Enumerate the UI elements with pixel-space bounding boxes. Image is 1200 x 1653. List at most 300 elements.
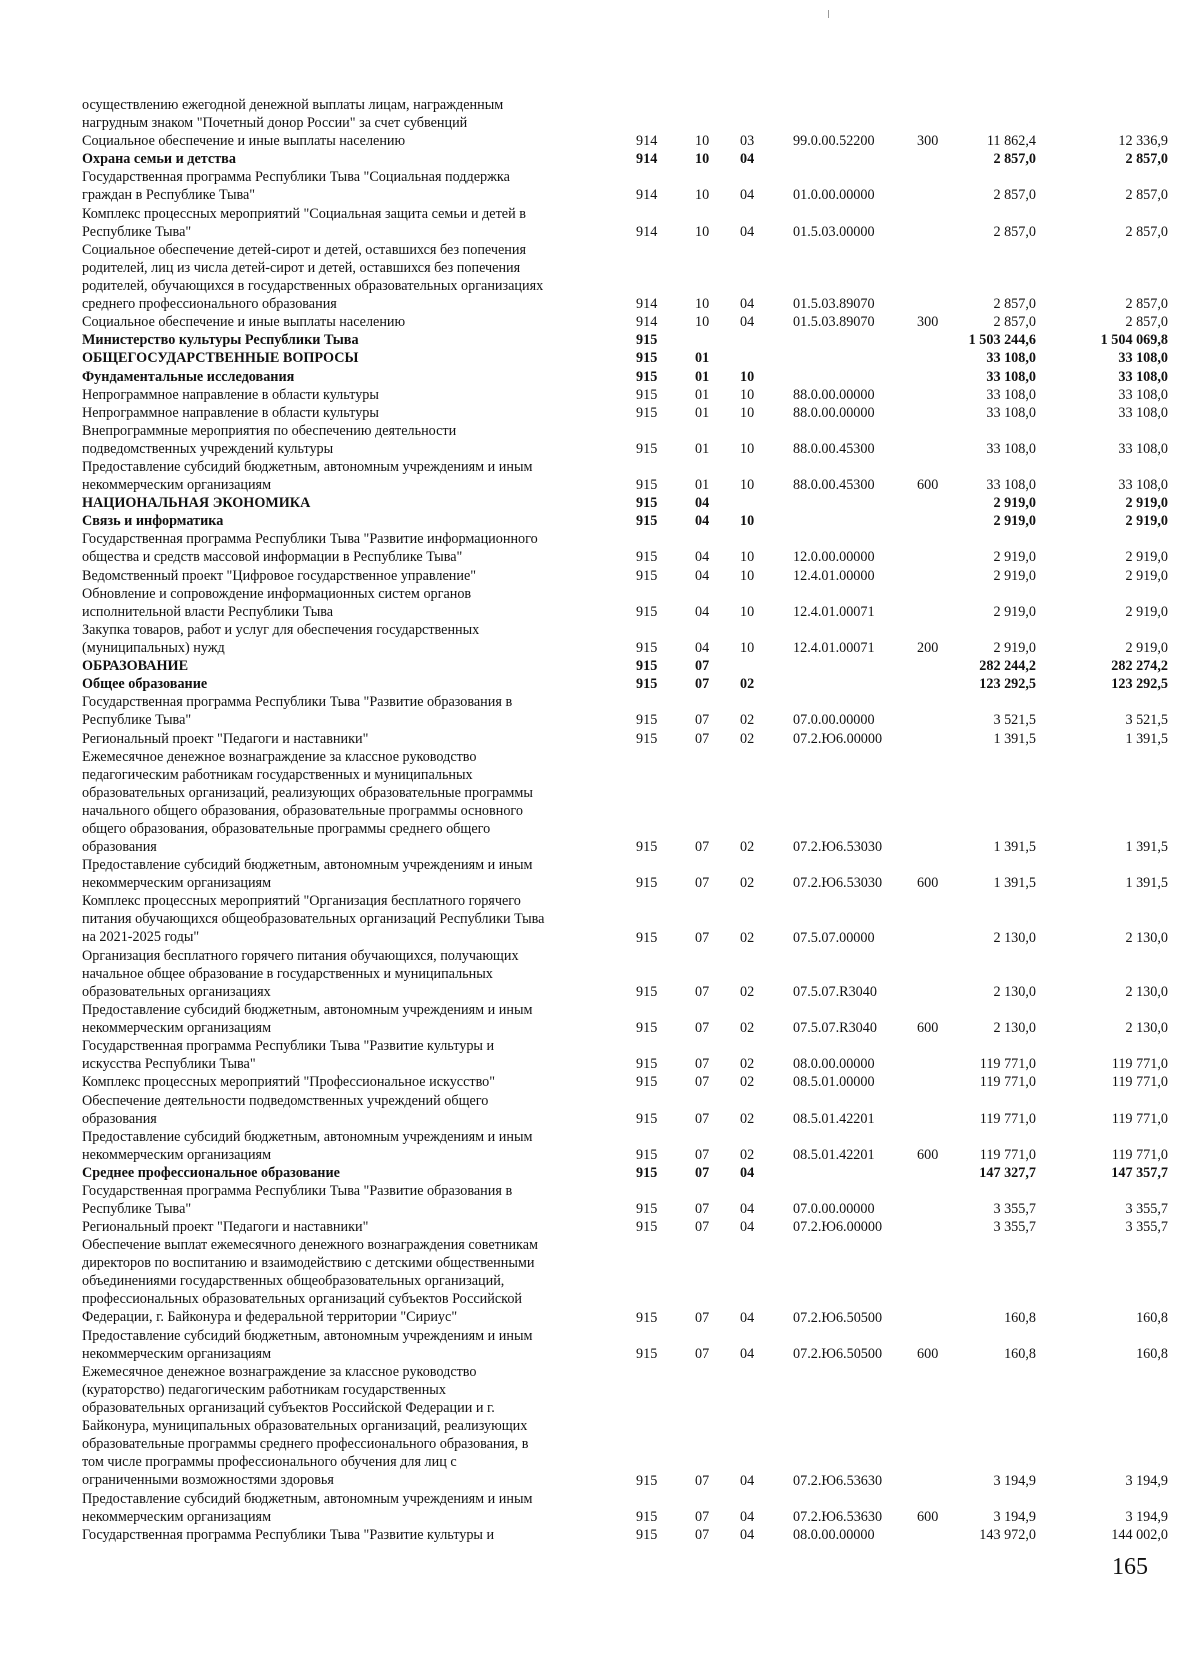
description-line: Закупка товаров, работ и услуг для обеспечения государственных: [82, 621, 480, 638]
description-line: ОБЩЕГОСУДАРСТВЕННЫЕ ВОПРОСЫ: [82, 350, 359, 367]
table-row: [0, 1001, 1200, 1037]
row-description: [82, 494, 602, 512]
amount-year-1: 119 771,0: [979, 1074, 1036, 1091]
table-row: [0, 530, 1200, 566]
table-row: [0, 621, 1200, 657]
description-line: исполнительной власти Республики Тыва: [82, 603, 334, 620]
admin-code: 915: [636, 658, 658, 675]
table-row: [0, 404, 1200, 422]
amount-year-2: 2 857,0: [1125, 187, 1168, 204]
amount-year-2: 119 771,0: [1111, 1110, 1168, 1127]
subsection-code: 02: [740, 1074, 755, 1091]
description-line: среднего профессионального образования: [82, 295, 337, 312]
section-code: 04: [695, 513, 710, 530]
row-description: [82, 585, 602, 621]
subsection-code: 10: [740, 603, 755, 620]
subsection-code: 04: [740, 1508, 755, 1525]
description-line: (кураторство) педагогическим работникам государственных: [82, 1382, 446, 1398]
row-description: [82, 512, 602, 530]
amount-year-1: 2 919,0: [993, 513, 1036, 530]
amount-year-2: 160,8: [1136, 1309, 1168, 1326]
subsection-code: 10: [740, 368, 755, 385]
description-line: Государственная программа Республики Тыва "Развитие информационного: [82, 531, 538, 548]
description-line: граждан в Республике Тыва": [82, 187, 256, 204]
target-article-code: 01.5.03.89070: [793, 314, 875, 331]
section-code: 04: [695, 639, 710, 656]
target-article-code: 88.0.00.00000: [793, 404, 875, 421]
subsection-code: 04: [740, 314, 755, 331]
section-code: 10: [695, 223, 710, 240]
description-line: некоммерческим организациям: [82, 875, 272, 892]
description-line: некоммерческим организациям: [82, 1146, 272, 1163]
table-row: [0, 349, 1200, 367]
admin-code: 915: [636, 1074, 658, 1091]
section-code: 01: [695, 440, 710, 457]
subsection-code: 10: [740, 639, 755, 656]
amount-year-2: 3 194,9: [1125, 1508, 1168, 1525]
amount-year-2: 144 002,0: [1111, 1526, 1168, 1543]
admin-code: 915: [636, 368, 658, 385]
description-line: НАЦИОНАЛЬНАЯ ЭКОНОМИКА: [82, 495, 311, 512]
description-line: образовательных организаций субъектов Российской Федерации и г.: [82, 1400, 495, 1416]
description-line: Республике Тыва": [82, 712, 192, 729]
section-code: 07: [695, 839, 710, 856]
table-row: [0, 947, 1200, 1001]
description-line: Непрограммное направление в области культуры: [82, 386, 379, 403]
table-row: [0, 313, 1200, 331]
target-article-code: 08.5.01.42201: [793, 1146, 875, 1163]
amount-year-2: 2 919,0: [1125, 549, 1168, 566]
amount-year-2: 147 357,7: [1111, 1164, 1168, 1181]
table-row: [0, 96, 1200, 150]
row-description: [82, 313, 602, 331]
subsection-code: 10: [740, 513, 755, 530]
target-article-code: 12.4.01.00000: [793, 567, 875, 584]
subsection-code: 02: [740, 1020, 755, 1037]
amount-year-1: 123 292,5: [979, 676, 1036, 693]
row-description: [82, 368, 602, 386]
description-line: родителей, обучающихся в государственных образовательных организациях: [82, 277, 544, 294]
table-row: [0, 585, 1200, 621]
row-description: [82, 422, 602, 458]
amount-year-2: 1 391,5: [1125, 730, 1168, 747]
subsection-code: 02: [740, 1056, 755, 1073]
row-description: [82, 1164, 602, 1182]
amount-year-1: 2 130,0: [993, 929, 1036, 946]
row-description: [82, 386, 602, 404]
admin-code: 915: [636, 929, 658, 946]
amount-year-1: 2 919,0: [993, 549, 1036, 566]
expense-type-code: 300: [917, 314, 939, 331]
row-description: [82, 530, 602, 566]
row-description: [82, 1327, 602, 1363]
amount-year-2: 33 108,0: [1118, 386, 1168, 403]
row-description: [82, 947, 602, 1001]
subsection-code: 10: [740, 477, 755, 494]
description-line: Ежемесячное денежное вознаграждение за классное руководство: [82, 1364, 477, 1380]
description-line: Комплекс процессных мероприятий "Профессиональное искусство": [82, 1074, 496, 1091]
target-article-code: 99.0.00.52200: [793, 133, 875, 150]
subsection-code: 02: [740, 730, 755, 747]
description-line: Министерство культуры Республики Тыва: [82, 332, 359, 349]
target-article-code: 07.0.00.00000: [793, 712, 875, 729]
description-line: питания обучающихся общеобразовательных организаций Республики Тыва: [82, 911, 545, 928]
description-line: Республике Тыва": [82, 223, 192, 240]
admin-code: 915: [636, 1526, 658, 1543]
description-line: Социальное обеспечение детей-сирот и детей, оставшихся без попечения: [82, 241, 526, 258]
row-description: [82, 349, 602, 367]
amount-year-1: 1 503 244,6: [968, 332, 1036, 349]
amount-year-2: 3 355,7: [1125, 1201, 1168, 1218]
expense-type-code: 600: [917, 1345, 939, 1362]
subsection-code: 04: [740, 296, 755, 313]
description-line: Предоставление субсидий бюджетным, автономным учреждениям и иным: [82, 459, 533, 475]
amount-year-1: 160,8: [1004, 1309, 1036, 1326]
amount-year-2: 160,8: [1136, 1345, 1168, 1362]
admin-code: 915: [636, 1020, 658, 1037]
amount-year-1: 2 857,0: [993, 314, 1036, 331]
amount-year-1: 2 857,0: [993, 151, 1036, 168]
amount-year-2: 1 504 069,8: [1100, 332, 1168, 349]
description-line: искусства Республики Тыва": [82, 1056, 256, 1073]
table-row: [0, 693, 1200, 729]
amount-year-2: 2 857,0: [1125, 314, 1168, 331]
amount-year-1: 2 130,0: [993, 983, 1036, 1000]
subsection-code: 02: [740, 875, 755, 892]
subsection-code: 04: [740, 1201, 755, 1218]
table-row: [0, 730, 1200, 748]
subsection-code: 02: [740, 676, 755, 693]
description-line: общего образования, образовательные программы среднего общего: [82, 820, 491, 837]
description-line: подведомственных учреждений культуры: [82, 440, 334, 457]
admin-code: 915: [636, 603, 658, 620]
amount-year-1: 3 194,9: [993, 1508, 1036, 1525]
section-code: 07: [695, 1472, 710, 1489]
amount-year-2: 2 130,0: [1125, 929, 1168, 946]
row-description: [82, 150, 602, 168]
table-row: [0, 892, 1200, 946]
row-description: [82, 404, 602, 422]
target-article-code: 07.5.07.R3040: [793, 983, 877, 1000]
description-line: Общее образование: [82, 676, 208, 693]
table-row: [0, 1073, 1200, 1091]
description-line: директоров по воспитанию и взаимодействию с детскими общественными: [82, 1255, 535, 1272]
subsection-code: 04: [740, 1164, 755, 1181]
row-description: [82, 1037, 602, 1073]
subsection-code: 04: [740, 151, 755, 168]
description-line: некоммерческим организациям: [82, 1508, 272, 1525]
amount-year-2: 119 771,0: [1111, 1056, 1168, 1073]
section-code: 10: [695, 314, 710, 331]
amount-year-1: 3 355,7: [993, 1219, 1036, 1236]
description-line: Государственная программа Республики Тыва "Развитие культуры и: [82, 1526, 495, 1543]
description-line: Ежемесячное денежное вознаграждение за классное руководство: [82, 748, 477, 765]
description-line: некоммерческим организациям: [82, 1020, 272, 1036]
amount-year-2: 2 919,0: [1125, 495, 1168, 512]
section-code: 07: [695, 929, 710, 946]
table-row: [0, 1327, 1200, 1363]
section-code: 10: [695, 187, 710, 204]
table-row: [0, 205, 1200, 241]
description-line: Социальное обеспечение и иные выплаты населению: [82, 314, 406, 331]
description-line: Организация бесплатного горячего питания обучающихся, получающих: [82, 947, 519, 964]
description-line: Внепрограммные мероприятия по обеспечению деятельности: [82, 422, 457, 439]
admin-code: 915: [636, 549, 658, 566]
subsection-code: 02: [740, 983, 755, 1000]
table-row: [0, 512, 1200, 530]
target-article-code: 01.5.03.89070: [793, 296, 875, 313]
amount-year-1: 2 857,0: [993, 223, 1036, 240]
row-description: [82, 331, 602, 349]
admin-code: 915: [636, 875, 658, 892]
admin-code: 915: [636, 1164, 658, 1181]
amount-year-2: 33 108,0: [1118, 368, 1168, 385]
amount-year-1: 33 108,0: [986, 386, 1036, 403]
target-article-code: 07.2.Ю6.50500: [793, 1309, 883, 1326]
admin-code: 915: [636, 983, 658, 1000]
admin-code: 914: [636, 296, 658, 313]
admin-code: 914: [636, 187, 658, 204]
subsection-code: 04: [740, 1309, 755, 1326]
section-code: 07: [695, 712, 710, 729]
target-article-code: 07.2.Ю6.00000: [793, 730, 883, 747]
description-line: начального общего образования, образовательные программы основного: [82, 802, 523, 819]
admin-code: 915: [636, 1201, 658, 1218]
table-row: [0, 1236, 1200, 1327]
description-line: профессиональных образовательных организаций субъектов Российской: [82, 1291, 523, 1308]
admin-code: 915: [636, 1110, 658, 1127]
amount-year-2: 2 919,0: [1125, 639, 1168, 656]
amount-year-1: 2 857,0: [993, 187, 1036, 204]
amount-year-1: 2 130,0: [993, 1020, 1036, 1037]
admin-code: 915: [636, 477, 658, 494]
amount-year-2: 1 391,5: [1125, 839, 1168, 856]
table-row: [0, 150, 1200, 168]
amount-year-1: 2 857,0: [993, 296, 1036, 313]
row-description: [82, 657, 602, 675]
target-article-code: 01.5.03.00000: [793, 223, 875, 240]
row-description: [82, 621, 602, 657]
row-description: [82, 567, 602, 585]
description-line: образовательных организациях: [82, 983, 271, 1000]
description-line: Предоставление субсидий бюджетным, автономным учреждениям и иным: [82, 1002, 533, 1018]
subsection-code: 02: [740, 712, 755, 729]
amount-year-1: 160,8: [1004, 1345, 1036, 1362]
section-code: 07: [695, 983, 710, 1000]
description-line: Предоставление субсидий бюджетным, автономным учреждениям и иным: [82, 1327, 533, 1344]
table-row: [0, 241, 1200, 313]
row-description: [82, 1490, 602, 1526]
section-code: 07: [695, 1074, 710, 1091]
section-code: 01: [695, 477, 710, 494]
table-row: [0, 1363, 1200, 1490]
description-line: Государственная программа Республики Тыва "Развитие образования в: [82, 1183, 513, 1199]
row-description: [82, 96, 602, 150]
description-line: Фундаментальные исследования: [82, 368, 295, 385]
description-line: Государственная программа Республики Тыва "Социальная поддержка: [82, 169, 510, 186]
table-row: [0, 331, 1200, 349]
description-line: том числе программы профессионального обучения для лиц с: [82, 1454, 457, 1470]
subsection-code: 04: [740, 1219, 755, 1236]
table-row: [0, 1037, 1200, 1073]
description-line: Региональный проект "Педагоги и наставники": [82, 730, 369, 747]
amount-year-1: 33 108,0: [986, 404, 1036, 421]
target-article-code: 07.2.Ю6.53030: [793, 839, 883, 856]
description-line: Предоставление субсидий бюджетным, автономным учреждениям и иным: [82, 857, 533, 874]
section-code: 07: [695, 1526, 710, 1543]
admin-code: 915: [636, 350, 658, 367]
table-row: [0, 168, 1200, 204]
table-row: [0, 368, 1200, 386]
admin-code: 915: [636, 1345, 658, 1362]
amount-year-2: 33 108,0: [1118, 350, 1168, 367]
admin-code: 915: [636, 332, 658, 349]
row-description: [82, 748, 602, 856]
table-row: [0, 1490, 1200, 1526]
subsection-code: 04: [740, 1472, 755, 1489]
subsection-code: 03: [740, 133, 755, 150]
admin-code: 915: [636, 1472, 658, 1489]
amount-year-2: 2 857,0: [1125, 151, 1168, 168]
row-description: [82, 1001, 602, 1037]
amount-year-1: 1 391,5: [993, 730, 1036, 747]
amount-year-1: 2 919,0: [993, 567, 1036, 584]
description-line: Байконура, муниципальных образовательных организаций, реализующих: [82, 1418, 528, 1434]
section-code: 04: [695, 603, 710, 620]
description-line: Охрана семьи и детства: [82, 151, 236, 168]
table-row: [0, 675, 1200, 693]
table-row: [0, 1164, 1200, 1182]
section-code: 07: [695, 1309, 710, 1326]
description-line: на 2021-2025 годы": [82, 929, 200, 946]
row-description: [82, 241, 602, 313]
section-code: 07: [695, 730, 710, 747]
table-row: [0, 1092, 1200, 1128]
amount-year-2: 33 108,0: [1118, 404, 1168, 421]
admin-code: 914: [636, 133, 658, 150]
description-line: (муниципальных) нужд: [82, 639, 225, 656]
description-line: ОБРАЗОВАНИЕ: [82, 658, 189, 675]
section-code: 01: [695, 404, 710, 421]
admin-code: 915: [636, 440, 658, 457]
table-row: [0, 1526, 1200, 1544]
target-article-code: 07.2.Ю6.53630: [793, 1472, 883, 1489]
section-code: 01: [695, 350, 710, 367]
admin-code: 915: [636, 730, 658, 747]
row-description: [82, 892, 602, 946]
admin-code: 914: [636, 151, 658, 168]
subsection-code: 02: [740, 1110, 755, 1127]
row-description: [82, 1526, 602, 1544]
amount-year-1: 11 862,4: [986, 133, 1036, 150]
subsection-code: 10: [740, 404, 755, 421]
row-description: [82, 1363, 602, 1489]
amount-year-1: 33 108,0: [986, 368, 1036, 385]
description-line: Связь и информатика: [82, 513, 224, 530]
target-article-code: 88.0.00.45300: [793, 477, 875, 494]
admin-code: 914: [636, 223, 658, 240]
row-description: [82, 730, 602, 748]
amount-year-2: 3 355,7: [1125, 1219, 1168, 1236]
amount-year-1: 143 972,0: [979, 1526, 1036, 1543]
expense-type-code: 300: [917, 133, 939, 150]
row-description: [82, 168, 602, 204]
description-line: Среднее профессиональное образование: [82, 1164, 340, 1181]
amount-year-2: 33 108,0: [1118, 440, 1168, 457]
description-line: Обновление и сопровождение информационных систем органов: [82, 585, 472, 602]
description-line: образования: [82, 1110, 157, 1127]
amount-year-1: 119 771,0: [979, 1146, 1036, 1163]
row-description: [82, 1092, 602, 1128]
section-code: 07: [695, 1110, 710, 1127]
table-row: [0, 422, 1200, 458]
target-article-code: 08.0.00.00000: [793, 1056, 875, 1073]
description-line: некоммерческим организациям: [82, 1345, 272, 1362]
amount-year-2: 2 919,0: [1125, 603, 1168, 620]
target-article-code: 08.0.00.00000: [793, 1526, 875, 1543]
amount-year-1: 119 771,0: [979, 1110, 1036, 1127]
section-code: 10: [695, 133, 710, 150]
amount-year-2: 2 130,0: [1125, 983, 1168, 1000]
section-code: 04: [695, 567, 710, 584]
target-article-code: 12.0.00.00000: [793, 549, 875, 566]
amount-year-1: 2 919,0: [993, 639, 1036, 656]
subsection-code: 02: [740, 929, 755, 946]
target-article-code: 01.0.00.00000: [793, 187, 875, 204]
admin-code: 915: [636, 1056, 658, 1073]
amount-year-2: 119 771,0: [1111, 1074, 1168, 1091]
section-code: 01: [695, 386, 710, 403]
amount-year-1: 33 108,0: [986, 477, 1036, 494]
description-line: образования: [82, 838, 157, 855]
subsection-code: 10: [740, 549, 755, 566]
description-line: Государственная программа Республики Тыва "Развитие образования в: [82, 694, 513, 711]
row-description: [82, 1182, 602, 1218]
admin-code: 915: [636, 1309, 658, 1326]
row-description: [82, 458, 602, 494]
description-line: Комплекс процессных мероприятий "Организация бесплатного горячего: [82, 893, 521, 910]
amount-year-1: 3 355,7: [993, 1201, 1036, 1218]
row-description: [82, 1073, 602, 1091]
amount-year-1: 33 108,0: [986, 440, 1036, 457]
table-row: [0, 748, 1200, 857]
admin-code: 915: [636, 712, 658, 729]
amount-year-1: 282 244,2: [979, 658, 1036, 675]
amount-year-1: 3 521,5: [993, 712, 1036, 729]
admin-code: 915: [636, 513, 658, 530]
admin-code: 915: [636, 639, 658, 656]
section-code: 07: [695, 1508, 710, 1525]
page-number: 165: [1112, 1554, 1148, 1580]
target-article-code: 07.2.Ю6.50500: [793, 1345, 883, 1362]
table-row: [0, 1182, 1200, 1218]
description-line: педагогическим работникам государственных и муниципальных: [82, 766, 473, 783]
amount-year-2: 2 857,0: [1125, 223, 1168, 240]
amount-year-2: 2 919,0: [1125, 567, 1168, 584]
target-article-code: 07.2.Ю6.53030: [793, 875, 883, 892]
row-description: [82, 675, 602, 693]
amount-year-2: 123 292,5: [1111, 676, 1168, 693]
subsection-code: 04: [740, 1526, 755, 1543]
subsection-code: 04: [740, 1345, 755, 1362]
amount-year-1: 119 771,0: [979, 1056, 1036, 1073]
subsection-code: 10: [740, 440, 755, 457]
scan-mark: [828, 10, 829, 18]
target-article-code: 07.5.07.R3040: [793, 1020, 877, 1037]
admin-code: 915: [636, 567, 658, 584]
target-article-code: 88.0.00.45300: [793, 440, 875, 457]
table-row: [0, 458, 1200, 494]
